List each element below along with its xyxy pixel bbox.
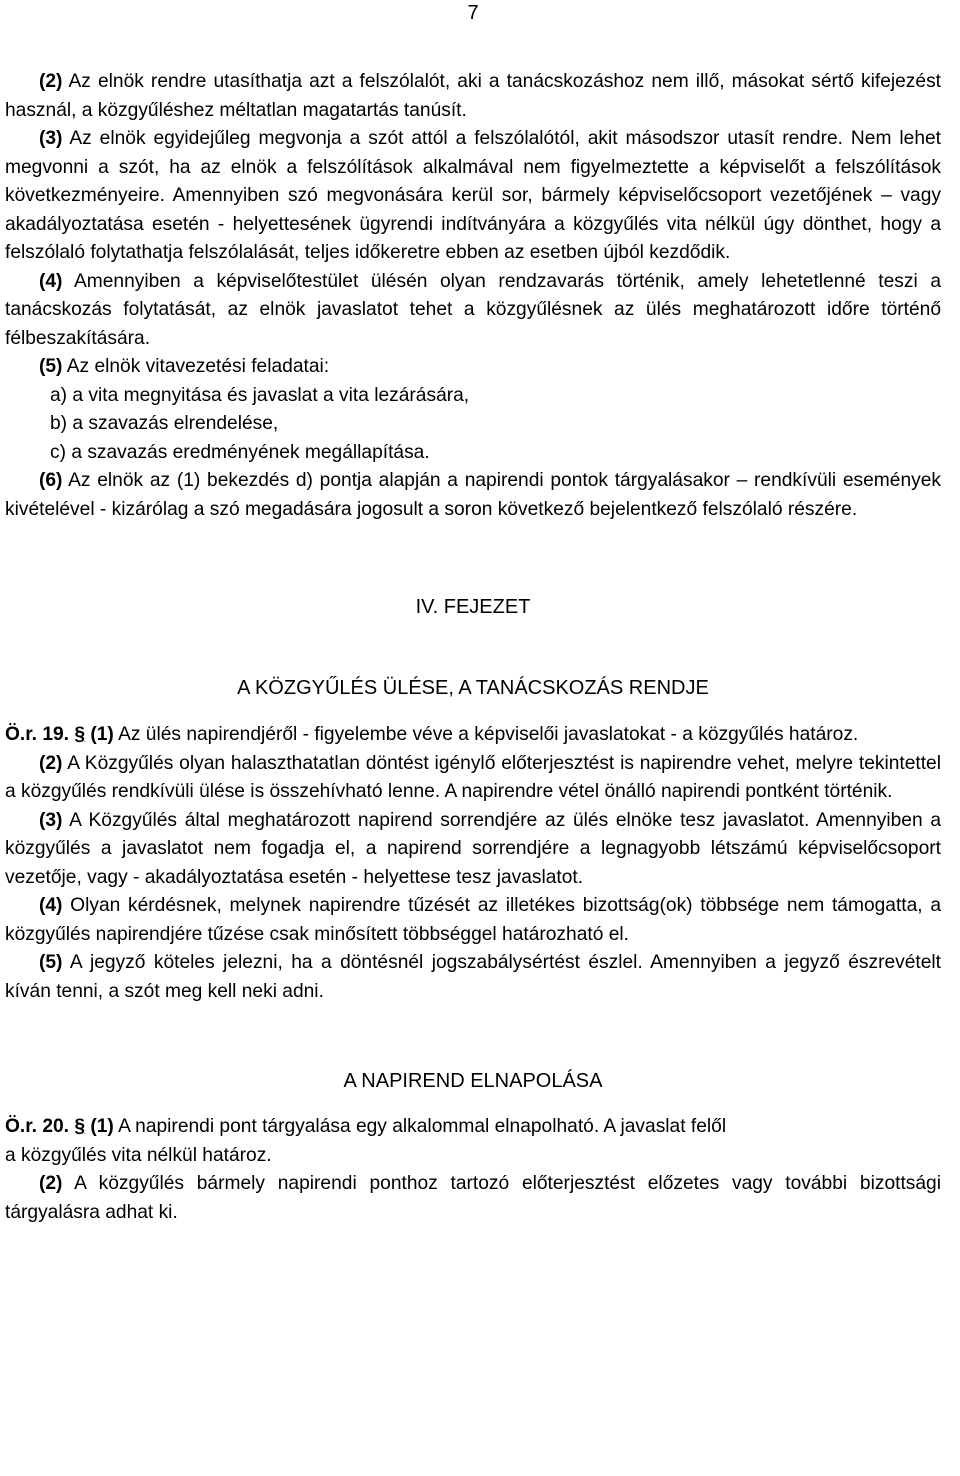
paragraph-number: (2) [39, 71, 63, 92]
paragraph-6 [5, 467, 941, 524]
section-19-paragraph-1 [5, 721, 941, 750]
paragraph-number: (1) [90, 724, 114, 745]
paragraph-5 [5, 353, 941, 382]
section-sign: § [74, 1116, 86, 1137]
paragraph-number: (4) [39, 270, 63, 292]
document-body [5, 68, 941, 1227]
paragraph-number: (5) [39, 952, 63, 973]
section-label: Ö.r. 20. [5, 1116, 69, 1137]
paragraph-number: (3) [39, 128, 63, 149]
paragraph-text: Az elnök vitavezetési feladatai: [62, 356, 330, 377]
paragraph-number: (4) [39, 895, 63, 916]
paragraph-number: (2) [39, 1173, 63, 1194]
paragraph-4 [5, 268, 941, 354]
paragraph-text: A napirendi pont tárgyalása egy alkalommal elnapolható. A javaslat felől [113, 1116, 727, 1137]
paragraph-text: Az ülés napirendjéről - figyelembe véve a képviselői javaslatokat - a közgyűlés határoz. [113, 724, 859, 745]
paragraph-text: A Közgyűlés által meghatározott napirend sorrendjére az ülés elnöke tesz javaslatot. Amennyiben a közgyűlés a javaslatot nem fogadja el, a napirend sorrendjére a legnagyobb létszámú képviselőcsoport vezetője, vagy - akadályoztatása esetén - helyettese tesz javaslatot. [5, 809, 941, 888]
page-number: 7 [467, 2, 479, 24]
paragraph-text: Az elnök az (1) bekezdés d) pontja alapján a napirendi pontok tárgyalásakor – rendkívüli események kivételével - kizárólag a szó megadására jogosult a soron következő bejelentkező felszólaló részére. [5, 470, 941, 520]
section-label: Ö.r. 19. [5, 724, 69, 745]
paragraph-text: Amennyiben a képviselőtestület ülésén olyan rendzavarás történik, amely lehetetlenné teszi a tanácskozás folytatását, az elnök javaslatot tehet a közgyűlésnek az ülés meghatározott időre történő félbeszakítására. [5, 270, 941, 349]
section-20-paragraph-2 [5, 1170, 941, 1227]
section-19-paragraph-2 [5, 750, 941, 807]
paragraph-text: Az elnök rendre utasíthatja azt a felszólalót, aki a tanácskozáshoz nem illő, másokat sértő kifejezést használ, a közgyűléshez méltatlan magatartás tanúsít. [5, 71, 941, 121]
paragraph-number: (5) [39, 356, 63, 377]
section-19-paragraph-5 [5, 949, 941, 1006]
paragraph-text: A jegyző köteles jelezni, ha a döntésnél jogszabálysértést észlel. Amennyiben a jegyző észrevételt kíván tenni, a szót meg kell neki adni. [5, 952, 941, 1002]
section-20-paragraph-1-line-1 [5, 1113, 941, 1142]
section-19-paragraph-4 [5, 892, 941, 949]
paragraph-text: Olyan kérdésnek, melynek napirendre tűzését az illetékes bizottság(ok) többsége nem támogatta, a közgyűlés napirendjére tűzése csak minősített többséggel határozható el. [5, 895, 941, 945]
list-item: b) a szavazás elrendelése, [50, 413, 279, 434]
paragraph-number: (1) [90, 1116, 114, 1137]
paragraph-text: A közgyűlés bármely napirendi ponthoz tartozó előterjesztést előzetes vagy további bizottsági tárgyalásra adhat ki. [5, 1173, 941, 1223]
paragraph-number: (3) [39, 809, 63, 831]
paragraph-2 [5, 68, 941, 125]
section-19-paragraph-3 [5, 807, 941, 893]
paragraph-number: (6) [39, 470, 63, 491]
chapter-title: A KÖZGYŰLÉS ÜLÉSE, A TANÁCSKOZÁS RENDJE [237, 677, 709, 699]
paragraph-3 [5, 125, 941, 268]
paragraph-text: Az elnök egyidejűleg megvonja a szót attól a felszólalótól, akit másodszor utasít rendre. Nem lehet megvonni a szót, ha az elnök a felszólítások alkalmával nem figyelmeztette a képviselőt a felszólítások következményeire. Amennyiben szó megvonására kerül sor, bármely képviselőcsoport vezetőjének – vagy akadályoztatása esetén - helyettesének ügyrendi indítványára a közgyűlés vita nélkül úgy dönthet, hogy a felszólaló folytathatja felszólalását, teljes időkeretre ebben az esetben újból kezdődik. [5, 128, 941, 263]
section-20-paragraph-1-line-2: a közgyűlés vita nélkül határoz. [5, 1144, 272, 1166]
paragraph-text: A Közgyűlés olyan halaszthatatlan döntést igénylő előterjesztést is napirendre vehet, melyre tekintettel a közgyűlés rendkívüli ülése is összehívható lenne. A napirendre vétel önálló napirendi pontként történik. [5, 752, 941, 802]
section-sign: § [74, 724, 86, 745]
chapter-heading: IV. FEJEZET [415, 596, 531, 618]
list-item: a) a vita megnyitása és javaslat a vita lezárására, [50, 384, 470, 406]
subheading: A NAPIREND ELNAPOLÁSA [343, 1070, 603, 1092]
paragraph-number: (2) [39, 752, 63, 774]
list-item: c) a szavazás eredményének megállapítása. [50, 441, 430, 463]
